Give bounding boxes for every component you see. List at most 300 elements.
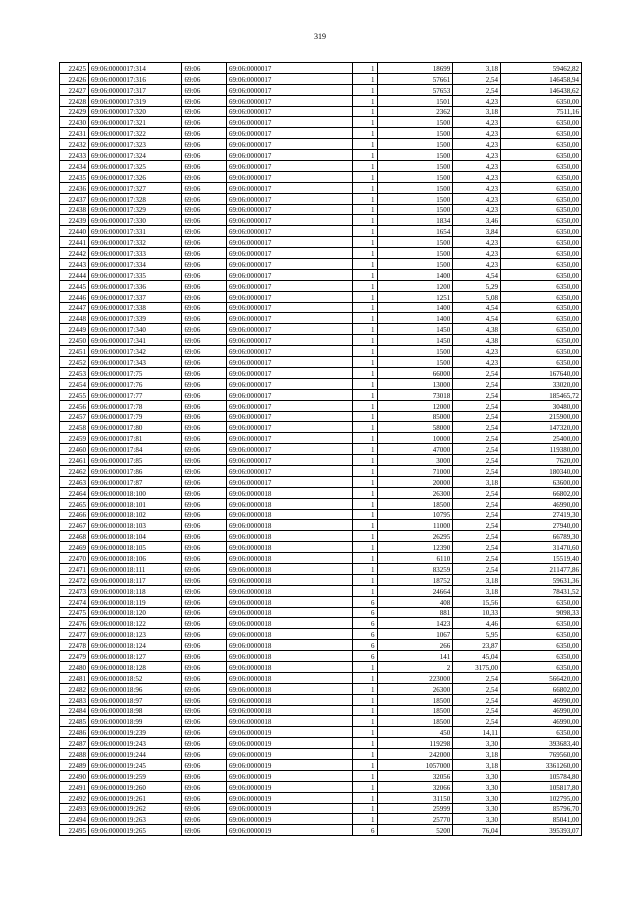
group-code-cell: 1: [352, 357, 377, 368]
cadastral-quarter-cell: 69:06:0000017: [227, 346, 353, 357]
area-cell: 47000: [377, 444, 453, 455]
cadastral-quarter-cell: 69:06:0000017: [227, 161, 353, 172]
specific-value-cell: 10,33: [453, 607, 501, 618]
table-row: [60, 694, 582, 705]
row-number-cell: 22440: [60, 226, 89, 237]
cadastral-quarter-cell: 69:06:0000018: [227, 629, 353, 640]
group-code-cell: 1: [352, 248, 377, 259]
cadastral-number-cell: 69:06:0000017:334: [89, 259, 182, 270]
cadastral-number-cell: 69:06:0000018:103: [89, 520, 182, 531]
group-code-cell: 6: [352, 651, 377, 662]
specific-value-cell: 4,23: [453, 128, 501, 139]
specific-value-cell: 4,23: [453, 237, 501, 248]
cadastral-number-cell: 69:06:0000017:339: [89, 313, 182, 324]
district-code-cell: 69:06: [182, 128, 227, 139]
area-cell: 66000: [377, 367, 453, 378]
district-code-cell: 69:06: [182, 792, 227, 803]
cadastral-number-cell: 69:06:0000019:262: [89, 803, 182, 814]
row-number-cell: 22450: [60, 335, 89, 346]
cadastral-value-cell: 6350,00: [501, 618, 582, 629]
group-code-cell: 1: [352, 411, 377, 422]
specific-value-cell: 2,54: [453, 509, 501, 520]
specific-value-cell: 3,30: [453, 792, 501, 803]
cadastral-quarter-cell: 69:06:0000017: [227, 73, 353, 84]
area-cell: 1423: [377, 618, 453, 629]
specific-value-cell: 3,30: [453, 770, 501, 781]
area-cell: 13000: [377, 378, 453, 389]
area-cell: 1251: [377, 291, 453, 302]
table-row: [60, 487, 582, 498]
row-number-cell: 22454: [60, 378, 89, 389]
cadastral-number-cell: 69:06:0000017:81: [89, 433, 182, 444]
cadastral-quarter-cell: 69:06:0000019: [227, 770, 353, 781]
area-cell: 25770: [377, 814, 453, 825]
cadastral-number-cell: 69:06:0000018:120: [89, 607, 182, 618]
table-row: [60, 117, 582, 128]
cadastral-quarter-cell: 69:06:0000018: [227, 487, 353, 498]
cadastral-number-cell: 69:06:0000017:325: [89, 161, 182, 172]
group-code-cell: 1: [352, 661, 377, 672]
area-cell: 1501: [377, 95, 453, 106]
specific-value-cell: 3,18: [453, 749, 501, 760]
specific-value-cell: 2,54: [453, 520, 501, 531]
table-row: [60, 280, 582, 291]
area-cell: 24664: [377, 585, 453, 596]
district-code-cell: 69:06: [182, 814, 227, 825]
cadastral-number-cell: 69:06:0000018:101: [89, 498, 182, 509]
area-cell: 10000: [377, 433, 453, 444]
area-cell: 1500: [377, 357, 453, 368]
row-number-cell: 22456: [60, 400, 89, 411]
area-cell: 10795: [377, 509, 453, 520]
row-number-cell: 22487: [60, 738, 89, 749]
group-code-cell: 1: [352, 694, 377, 705]
table-row: [60, 738, 582, 749]
group-code-cell: 1: [352, 563, 377, 574]
cadastral-quarter-cell: 69:06:0000018: [227, 607, 353, 618]
group-code-cell: 1: [352, 346, 377, 357]
table-row: [60, 749, 582, 760]
group-code-cell: 1: [352, 542, 377, 553]
row-number-cell: 22480: [60, 661, 89, 672]
table-row: [60, 346, 582, 357]
table-row: [60, 128, 582, 139]
cadastral-number-cell: 69:06:0000017:86: [89, 465, 182, 476]
cadastral-quarter-cell: 69:06:0000018: [227, 651, 353, 662]
row-number-cell: 22490: [60, 770, 89, 781]
specific-value-cell: 3,84: [453, 226, 501, 237]
table-row: [60, 204, 582, 215]
row-number-cell: 22452: [60, 357, 89, 368]
specific-value-cell: 4,54: [453, 302, 501, 313]
specific-value-cell: 14,11: [453, 727, 501, 738]
row-number-cell: 22443: [60, 259, 89, 270]
group-code-cell: 1: [352, 161, 377, 172]
group-code-cell: 1: [352, 280, 377, 291]
specific-value-cell: 4,46: [453, 618, 501, 629]
district-code-cell: 69:06: [182, 259, 227, 270]
cadastral-number-cell: 69:06:0000017:324: [89, 150, 182, 161]
table-row: [60, 433, 582, 444]
table-row: [60, 651, 582, 662]
page-number: 319: [314, 32, 326, 41]
row-number-cell: 22475: [60, 607, 89, 618]
cadastral-number-cell: 69:06:0000017:326: [89, 171, 182, 182]
cadastral-value-cell: 27419,30: [501, 509, 582, 520]
cadastral-value-cell: 119380,00: [501, 444, 582, 455]
district-code-cell: 69:06: [182, 738, 227, 749]
row-number-cell: 22445: [60, 280, 89, 291]
table-row: [60, 509, 582, 520]
specific-value-cell: 4,23: [453, 117, 501, 128]
district-code-cell: 69:06: [182, 498, 227, 509]
specific-value-cell: 4,54: [453, 269, 501, 280]
group-code-cell: 6: [352, 607, 377, 618]
table-row: [60, 661, 582, 672]
district-code-cell: 69:06: [182, 509, 227, 520]
specific-value-cell: 3,18: [453, 476, 501, 487]
group-code-cell: 1: [352, 63, 377, 74]
group-code-cell: 1: [352, 531, 377, 542]
cadastral-value-cell: 6350,00: [501, 324, 582, 335]
specific-value-cell: 4,23: [453, 95, 501, 106]
specific-value-cell: 4,23: [453, 248, 501, 259]
row-number-cell: 22439: [60, 215, 89, 226]
cadastral-quarter-cell: 69:06:0000019: [227, 749, 353, 760]
specific-value-cell: 2,54: [453, 73, 501, 84]
district-code-cell: 69:06: [182, 618, 227, 629]
district-code-cell: 69:06: [182, 770, 227, 781]
row-number-cell: 22460: [60, 444, 89, 455]
row-number-cell: 22467: [60, 520, 89, 531]
cadastral-quarter-cell: 69:06:0000017: [227, 171, 353, 182]
row-number-cell: 22484: [60, 705, 89, 716]
cadastral-number-cell: 69:06:0000017:340: [89, 324, 182, 335]
specific-value-cell: 2,54: [453, 465, 501, 476]
cadastral-value-cell: 393683,40: [501, 738, 582, 749]
cadastral-number-cell: 69:06:0000019:265: [89, 825, 182, 836]
cadastral-number-cell: 69:06:0000018:100: [89, 487, 182, 498]
cadastral-number-cell: 69:06:0000017:77: [89, 389, 182, 400]
cadastral-quarter-cell: 69:06:0000017: [227, 324, 353, 335]
cadastral-quarter-cell: 69:06:0000019: [227, 738, 353, 749]
row-number-cell: 22466: [60, 509, 89, 520]
area-cell: 18699: [377, 63, 453, 74]
group-code-cell: 1: [352, 520, 377, 531]
group-code-cell: 1: [352, 444, 377, 455]
area-cell: 1450: [377, 324, 453, 335]
specific-value-cell: 3,18: [453, 63, 501, 74]
cadastral-value-cell: 211477,86: [501, 563, 582, 574]
table-row: [60, 161, 582, 172]
area-cell: 3000: [377, 455, 453, 466]
cadastral-number-cell: 69:06:0000018:98: [89, 705, 182, 716]
group-code-cell: 1: [352, 389, 377, 400]
table-row: [60, 770, 582, 781]
cadastral-value-cell: 59462,82: [501, 63, 582, 74]
row-number-cell: 22486: [60, 727, 89, 738]
row-number-cell: 22481: [60, 672, 89, 683]
cadastral-number-cell: 69:06:0000019:263: [89, 814, 182, 825]
area-cell: 1067: [377, 629, 453, 640]
table-row: [60, 476, 582, 487]
cadastral-number-cell: 69:06:0000017:84: [89, 444, 182, 455]
row-number-cell: 22473: [60, 585, 89, 596]
cadastral-quarter-cell: 69:06:0000019: [227, 727, 353, 738]
cadastral-value-cell: 6350,00: [501, 193, 582, 204]
cadastral-quarter-cell: 69:06:0000018: [227, 553, 353, 564]
table-row: [60, 444, 582, 455]
area-cell: 31150: [377, 792, 453, 803]
group-code-cell: 1: [352, 509, 377, 520]
table-row: [60, 563, 582, 574]
table-row: [60, 716, 582, 727]
group-code-cell: 1: [352, 727, 377, 738]
row-number-cell: 22489: [60, 760, 89, 771]
row-number-cell: 22433: [60, 150, 89, 161]
cadastral-value-cell: 25400,00: [501, 433, 582, 444]
area-cell: 408: [377, 596, 453, 607]
cadastral-quarter-cell: 69:06:0000019: [227, 814, 353, 825]
cadastral-number-cell: 69:06:0000017:328: [89, 193, 182, 204]
table-row: [60, 803, 582, 814]
cadastral-quarter-cell: 69:06:0000017: [227, 237, 353, 248]
group-code-cell: 1: [352, 749, 377, 760]
cadastral-number-cell: 69:06:0000017:75: [89, 367, 182, 378]
table-row: [60, 585, 582, 596]
district-code-cell: 69:06: [182, 672, 227, 683]
row-number-cell: 22436: [60, 182, 89, 193]
specific-value-cell: 4,23: [453, 182, 501, 193]
area-cell: 1500: [377, 237, 453, 248]
specific-value-cell: 45,04: [453, 651, 501, 662]
cadastral-quarter-cell: 69:06:0000018: [227, 509, 353, 520]
cadastral-value-cell: 6350,00: [501, 629, 582, 640]
district-code-cell: 69:06: [182, 193, 227, 204]
area-cell: 223000: [377, 672, 453, 683]
area-cell: 1400: [377, 313, 453, 324]
specific-value-cell: 3,30: [453, 781, 501, 792]
group-code-cell: 1: [352, 106, 377, 117]
row-number-cell: 22477: [60, 629, 89, 640]
specific-value-cell: 2,54: [453, 367, 501, 378]
cadastral-quarter-cell: 69:06:0000018: [227, 542, 353, 553]
cadastral-number-cell: 69:06:0000017:336: [89, 280, 182, 291]
cadastral-value-cell: 6350,00: [501, 150, 582, 161]
cadastral-number-cell: 69:06:0000017:323: [89, 139, 182, 150]
cadastral-quarter-cell: 69:06:0000017: [227, 291, 353, 302]
row-number-cell: 22459: [60, 433, 89, 444]
row-number-cell: 22453: [60, 367, 89, 378]
row-number-cell: 22492: [60, 792, 89, 803]
district-code-cell: 69:06: [182, 422, 227, 433]
row-number-cell: 22458: [60, 422, 89, 433]
row-number-cell: 22431: [60, 128, 89, 139]
table-row: [60, 150, 582, 161]
table-body: [60, 63, 582, 836]
table-row: [60, 825, 582, 836]
area-cell: 1834: [377, 215, 453, 226]
group-code-cell: 6: [352, 825, 377, 836]
district-code-cell: 69:06: [182, 237, 227, 248]
row-number-cell: 22446: [60, 291, 89, 302]
table-row: [60, 411, 582, 422]
district-code-cell: 69:06: [182, 694, 227, 705]
specific-value-cell: 2,54: [453, 84, 501, 95]
district-code-cell: 69:06: [182, 661, 227, 672]
table-row: [60, 73, 582, 84]
table-row: [60, 422, 582, 433]
group-code-cell: 1: [352, 84, 377, 95]
area-cell: 266: [377, 640, 453, 651]
specific-value-cell: 2,54: [453, 553, 501, 564]
cadastral-value-cell: 6350,00: [501, 302, 582, 313]
area-cell: 18500: [377, 716, 453, 727]
cadastral-number-cell: 69:06:0000017:333: [89, 248, 182, 259]
row-number-cell: 22427: [60, 84, 89, 95]
table-row: [60, 95, 582, 106]
cadastral-number-cell: 69:06:0000017:319: [89, 95, 182, 106]
row-number-cell: 22468: [60, 531, 89, 542]
district-code-cell: 69:06: [182, 324, 227, 335]
row-number-cell: 22442: [60, 248, 89, 259]
cadastral-quarter-cell: 69:06:0000017: [227, 248, 353, 259]
area-cell: 6110: [377, 553, 453, 564]
cadastral-value-cell: 30480,00: [501, 400, 582, 411]
table-row: [60, 672, 582, 683]
cadastral-value-cell: 15519,40: [501, 553, 582, 564]
specific-value-cell: 3,18: [453, 106, 501, 117]
specific-value-cell: 2,54: [453, 487, 501, 498]
specific-value-cell: 4,23: [453, 346, 501, 357]
cadastral-quarter-cell: 69:06:0000017: [227, 389, 353, 400]
cadastral-quarter-cell: 69:06:0000017: [227, 150, 353, 161]
row-number-cell: 22474: [60, 596, 89, 607]
specific-value-cell: 5,29: [453, 280, 501, 291]
cadastral-number-cell: 69:06:0000017:314: [89, 63, 182, 74]
cadastral-number-cell: 69:06:0000018:124: [89, 640, 182, 651]
area-cell: 57653: [377, 84, 453, 95]
cadastral-value-cell: 31470,60: [501, 542, 582, 553]
cadastral-value-cell: 6350,00: [501, 161, 582, 172]
cadastral-number-cell: 69:06:0000018:111: [89, 563, 182, 574]
specific-value-cell: 2,54: [453, 716, 501, 727]
cadastral-number-cell: 69:06:0000019:245: [89, 760, 182, 771]
group-code-cell: 1: [352, 455, 377, 466]
cadastral-quarter-cell: 69:06:0000017: [227, 193, 353, 204]
area-cell: 12390: [377, 542, 453, 553]
group-code-cell: 1: [352, 117, 377, 128]
area-cell: 1500: [377, 128, 453, 139]
cadastral-quarter-cell: 69:06:0000018: [227, 672, 353, 683]
area-cell: 242000: [377, 749, 453, 760]
district-code-cell: 69:06: [182, 444, 227, 455]
cadastral-quarter-cell: 69:06:0000017: [227, 215, 353, 226]
table-row: [60, 618, 582, 629]
district-code-cell: 69:06: [182, 139, 227, 150]
area-cell: 119298: [377, 738, 453, 749]
row-number-cell: 22457: [60, 411, 89, 422]
cadastral-value-cell: 6350,00: [501, 280, 582, 291]
table-row: [60, 389, 582, 400]
specific-value-cell: 2,54: [453, 422, 501, 433]
district-code-cell: 69:06: [182, 465, 227, 476]
table-row: [60, 182, 582, 193]
cadastral-quarter-cell: 69:06:0000018: [227, 563, 353, 574]
group-code-cell: 1: [352, 128, 377, 139]
cadastral-quarter-cell: 69:06:0000018: [227, 640, 353, 651]
area-cell: 12000: [377, 400, 453, 411]
specific-value-cell: 4,54: [453, 313, 501, 324]
cadastral-quarter-cell: 69:06:0000018: [227, 683, 353, 694]
cadastral-quarter-cell: 69:06:0000017: [227, 302, 353, 313]
table-row: [60, 313, 582, 324]
group-code-cell: 1: [352, 705, 377, 716]
cadastral-value-cell: 78431,52: [501, 585, 582, 596]
group-code-cell: 1: [352, 422, 377, 433]
cadastral-quarter-cell: 69:06:0000018: [227, 520, 353, 531]
cadastral-number-cell: 69:06:0000019:261: [89, 792, 182, 803]
cadastral-number-cell: 69:06:0000017:76: [89, 378, 182, 389]
cadastral-quarter-cell: 69:06:0000017: [227, 226, 353, 237]
table-row: [60, 237, 582, 248]
district-code-cell: 69:06: [182, 248, 227, 259]
district-code-cell: 69:06: [182, 563, 227, 574]
specific-value-cell: 4,38: [453, 324, 501, 335]
cadastral-number-cell: 69:06:0000017:79: [89, 411, 182, 422]
specific-value-cell: 2,54: [453, 411, 501, 422]
district-code-cell: 69:06: [182, 346, 227, 357]
cadastral-quarter-cell: 69:06:0000017: [227, 139, 353, 150]
area-cell: 1654: [377, 226, 453, 237]
table-row: [60, 781, 582, 792]
specific-value-cell: 4,23: [453, 357, 501, 368]
table-row: [60, 367, 582, 378]
cadastral-number-cell: 69:06:0000018:119: [89, 596, 182, 607]
district-code-cell: 69:06: [182, 574, 227, 585]
row-number-cell: 22447: [60, 302, 89, 313]
group-code-cell: 1: [352, 378, 377, 389]
group-code-cell: 1: [352, 302, 377, 313]
area-cell: 1500: [377, 259, 453, 270]
cadastral-number-cell: 69:06:0000017:321: [89, 117, 182, 128]
district-code-cell: 69:06: [182, 476, 227, 487]
cadastral-value-table: [59, 62, 582, 836]
specific-value-cell: 3,18: [453, 574, 501, 585]
table-row: [60, 63, 582, 74]
group-code-cell: 1: [352, 204, 377, 215]
row-number-cell: 22438: [60, 204, 89, 215]
group-code-cell: 1: [352, 73, 377, 84]
district-code-cell: 69:06: [182, 553, 227, 564]
specific-value-cell: 3,18: [453, 585, 501, 596]
area-cell: 83259: [377, 563, 453, 574]
cadastral-number-cell: 69:06:0000019:259: [89, 770, 182, 781]
cadastral-quarter-cell: 69:06:0000017: [227, 335, 353, 346]
row-number-cell: 22471: [60, 563, 89, 574]
cadastral-number-cell: 69:06:0000018:104: [89, 531, 182, 542]
specific-value-cell: 2,54: [453, 378, 501, 389]
specific-value-cell: 2,54: [453, 542, 501, 553]
cadastral-quarter-cell: 69:06:0000017: [227, 182, 353, 193]
cadastral-value-cell: 59631,36: [501, 574, 582, 585]
specific-value-cell: 4,23: [453, 139, 501, 150]
specific-value-cell: 4,23: [453, 259, 501, 270]
table-row: [60, 814, 582, 825]
area-cell: 32056: [377, 770, 453, 781]
table-row: [60, 640, 582, 651]
table-row: [60, 259, 582, 270]
